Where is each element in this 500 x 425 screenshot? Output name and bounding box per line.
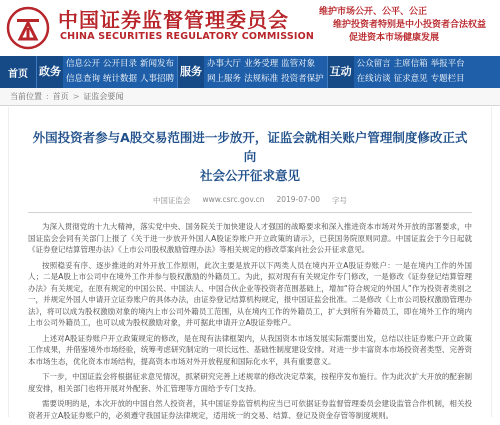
font-size-toggle[interactable]: 字号 — [332, 196, 348, 205]
nav-group-service-links — [204, 56, 327, 88]
slogan-1: 维护市场公开、公平、公正 — [318, 7, 427, 17]
nav-link[interactable]: 专题栏目 — [430, 74, 465, 84]
article-title-line-1: 外国投资者参与A股交易范围进一步放开，证监会就相关账户管理制度修改正式向 — [32, 130, 468, 164]
breadcrumb-label: 当前位置 — [10, 92, 42, 101]
nav-link[interactable]: 新闻发布 — [140, 59, 175, 69]
nav-link[interactable]: 信息公开 — [66, 59, 101, 69]
nav-group-service — [177, 56, 327, 88]
nav-link[interactable]: 举报平台 — [430, 59, 465, 69]
nav-link[interactable]: 办事大厅 — [207, 59, 242, 69]
article-paragraph: 按照稳妥有序、逐步推进的对外开放工作原则，此次主要是放开以下两类人员在境内开立A股证券账户：一是在境内工作的外国人；二是A股上市公司中在境外工作并参与股权激励的外籍员工。为此，拟对现有有关规定作专门修改，一是修改《证券登记结算管理办法》有关规定，在原有规定的中国公民、中国法人、中国合伙企业等投资者范围基础上，增加“符合规定的外国人”作为投资者类别之一，并规定外国人申请开立证券账户的具体办法，由证券登记结算机构规定，报中国证监会批准。二是修改《上市公司股权激励管理办法》，将可以成为股权激励对象的境内上市公司外籍员工范围，从在境内工作的外籍员工，扩大到所有外籍员工，即在境外工作的境内上市公司外籍员工，也可以成为股权激励对象，并可据此申请开立A股证券账户。 — [28, 260, 472, 327]
breadcrumb-home[interactable]: 首页 — [52, 92, 69, 101]
nav-link[interactable]: 公开目录 — [103, 59, 138, 69]
nav-link[interactable]: 网上服务 — [207, 74, 242, 84]
nav-link[interactable]: 法规标准 — [244, 74, 279, 84]
site-title-en: CHINA SECURITIES REGULATORY COMMISSION — [60, 31, 315, 42]
nav-group-interact — [327, 56, 468, 88]
main-nav — [0, 56, 500, 88]
article-paragraph: 上述对A股证券账户开立政策规定的修改，是在现有法律框架内，从我国资本市场发展实际需要出发，总结以往证券账户开立政策工作成果，并借鉴境外市场经验，统筹考虑研究制定的一项长远性、基础性制度建设安排。对进一步丰富资本市场投资者类型、完善资本市场生态，优化资本市场结构，提高资本市场对外开放程度和国际化水平，具有重要意义。 — [28, 333, 472, 366]
article-paragraph: 为深入贯彻党的十九大精神，落实党中央、国务院关于加快建设人才强国的战略要求和深入推进资本市场对外开放的部署要求，中国证监会会同有关部门上报了《关于进一步放开外国人A股证券账户开立政策的请示》，已获国务院原则同意。中国证监会于今日起就《证券登记结算管理办法》《上市公司股权激励管理办法》等相关规定的修改草案向社会公开征求意见。 — [28, 222, 472, 254]
nav-link[interactable]: 在线访谈 — [356, 74, 391, 84]
article-meta — [28, 195, 472, 206]
nav-group-gov-links — [63, 56, 177, 88]
article-title — [28, 128, 472, 185]
nav-link[interactable]: 人事招聘 — [140, 74, 175, 84]
nav-group-gov — [36, 56, 177, 88]
nav-link[interactable]: 业务受理 — [244, 59, 279, 69]
nav-group-interact-label[interactable]: 互动 — [328, 56, 354, 88]
nav-link[interactable]: 投资者保护 — [281, 74, 324, 84]
slogan-2: 维护投资者特别是中小投资者合法权益 — [332, 20, 486, 30]
breadcrumb-separator: > — [72, 92, 80, 101]
article-url[interactable]: www.csrc.gov.cn — [202, 195, 265, 204]
nav-group-gov-label[interactable]: 政务 — [37, 56, 63, 88]
article-source: 中国证监会 — [152, 196, 191, 205]
nav-link[interactable]: 监管对象 — [281, 59, 316, 69]
nav-link[interactable]: 公众留言 — [356, 59, 391, 69]
meta-divider — [28, 212, 472, 213]
article-date: 2019-07-00 — [276, 195, 321, 204]
nav-link[interactable]: 统计数据 — [103, 74, 138, 84]
article-paragraph: 下一步，中国证监会将根据征求意见情况，抓紧研究完善上述规章的修改决定草案，按程序发布施行。作为此次扩大开放的配套制度安排，相关部门也将开展对外配套、外汇管理等方面给予专门支持。 — [28, 372, 472, 393]
nav-home[interactable]: 首页 — [0, 56, 36, 88]
site-header — [0, 0, 500, 56]
breadcrumb-separator: : — [46, 92, 49, 101]
nav-link[interactable]: 信息查询 — [66, 74, 101, 84]
nav-group-service-label[interactable]: 服务 — [178, 56, 204, 88]
article — [28, 128, 472, 425]
article-paragraph: 需要说明的是，本次开放的中国自然人投资者，其中国证券监管机构应当已可依据证券监督管理委员会建设监管合作机制，相关投资者开立A股证券账户的，必须遵守我国证券法律规定，适用统一的交易、结算、登记及资金存管等制度规则。 — [28, 399, 472, 420]
nav-link[interactable]: 征求意见 — [393, 74, 428, 84]
nav-link[interactable]: 主席信箱 — [393, 59, 428, 69]
csrc-logo-icon[interactable] — [6, 6, 50, 50]
slogans — [319, 6, 486, 45]
breadcrumb-current[interactable]: 证监会要闻 — [83, 92, 124, 101]
nav-group-interact-links — [354, 56, 468, 88]
slogan-3: 促进资本市场健康发展 — [348, 33, 439, 43]
breadcrumb — [0, 88, 500, 106]
article-title-line-2: 社会公开征求意见 — [199, 168, 300, 183]
site-title-cn: 中国证券监督管理委员会 — [58, 8, 289, 32]
article-body — [28, 221, 472, 421]
